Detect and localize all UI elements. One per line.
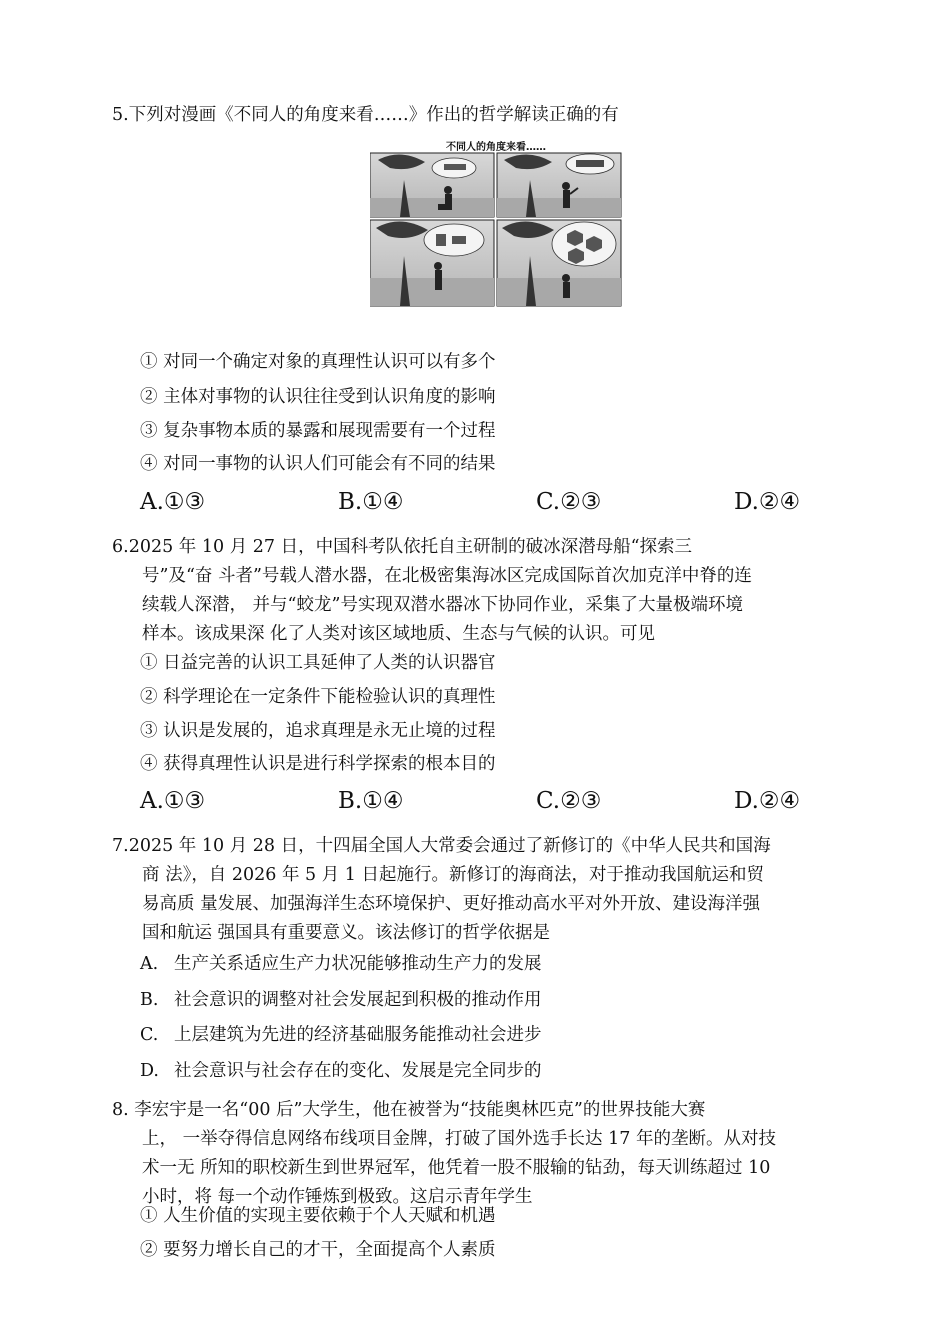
q8-statement-1: ① 人生价值的实现主要依赖于个人天赋和机遇: [140, 1206, 496, 1226]
comic-panel-3: [370, 220, 494, 306]
comic-panel-1: [370, 153, 494, 217]
q5-answer-row: [140, 489, 830, 523]
comic-illustration: [370, 138, 622, 310]
q7-stem-line-3: 易高质 量发展、加强海洋生态环境保护、更好推动高水平对外开放、建设海洋强: [142, 894, 761, 914]
q5-answer-d[interactable]: D.②④: [734, 489, 801, 515]
comic-title: 不同人的角度来看……: [446, 142, 546, 153]
q5-statement-2: ② 主体对事物的认识往往受到认识角度的影响: [140, 387, 496, 407]
q7-option-d-letter: D.: [140, 1061, 159, 1081]
q6-stem: [112, 533, 852, 649]
q7-option-c-letter: C.: [140, 1025, 159, 1045]
q5-answer-b[interactable]: B.①④: [338, 489, 404, 515]
q6-stem-line-3: 续载人深潜， 并与“蛟龙”号实现双潜水器冰下协同作业，采集了大量极端环境: [142, 595, 743, 615]
q6-statement-4: ④ 获得真理性认识是进行科学探索的根本目的: [140, 754, 496, 774]
q7-option-a[interactable]: [140, 952, 542, 976]
q5-answer-a[interactable]: A.①③: [140, 489, 206, 515]
q6-statement-2: ② 科学理论在一定条件下能检验认识的真理性: [140, 687, 496, 707]
q7-stem-line-1: 7.2025 年 10 月 28 日，十四届全国人大常委会通过了新修订的《中华人民共和国海: [112, 836, 771, 856]
q7-option-a-text: 生产关系适应生产力状况能够推动生产力的发展: [174, 954, 542, 974]
q6-answer-b[interactable]: B.①④: [338, 788, 404, 814]
q6-answer-c[interactable]: C.②③: [536, 788, 602, 814]
q7-option-d[interactable]: [140, 1059, 542, 1083]
q8-stem: [112, 1096, 852, 1212]
q7-stem: [112, 832, 852, 948]
q8-stem-line-2: 上， 一举夺得信息网络布线项目金牌，打破了国外选手长达 17 年的垄断。从对技: [142, 1129, 776, 1149]
q6-answer-row: [140, 788, 830, 822]
q6-stem-line-1: 6.2025 年 10 月 27 日，中国科考队依托自主研制的破冰深潜母船“探索三: [112, 537, 693, 557]
q8-stem-line-4: 小时，将 每一个动作锤炼到极致。这启示青年学生: [142, 1187, 533, 1207]
comic-panel-4: [497, 220, 621, 306]
q5-answer-c[interactable]: C.②③: [536, 489, 602, 515]
q5-statement-1: ① 对同一个确定对象的真理性认识可以有多个: [140, 352, 496, 372]
q5-stem: [112, 101, 852, 130]
q7-option-c-text: 上层建筑为先进的经济基础服务能推动社会进步: [174, 1025, 542, 1045]
q8-statement-2: ② 要努力增长自己的才干，全面提高个人素质: [140, 1240, 496, 1260]
q6-statement-1: ① 日益完善的认识工具延伸了人类的认识器官: [140, 653, 496, 673]
q6-answer-d[interactable]: D.②④: [734, 788, 801, 814]
q7-option-b-letter: B.: [140, 990, 159, 1010]
q6-stem-line-2: 号”及“奋 斗者”号载人潜水器，在北极密集海冰区完成国际首次加克洋中脊的连: [142, 566, 752, 586]
q7-option-a-letter: A.: [140, 954, 159, 974]
q6-statement-3: ③ 认识是发展的，追求真理是永无止境的过程: [140, 721, 496, 741]
comic-panel-2: [497, 153, 621, 217]
q7-option-d-text: 社会意识与社会存在的变化、发展是完全同步的: [174, 1061, 542, 1081]
q7-option-b-text: 社会意识的调整对社会发展起到积极的推动作用: [174, 990, 542, 1010]
q7-option-b[interactable]: [140, 988, 542, 1012]
q5-statement-3: ③ 复杂事物本质的暴露和展现需要有一个过程: [140, 421, 496, 441]
q5-stem-text: 5.下列对漫画《不同人的角度来看……》作出的哲学解读正确的有: [112, 105, 619, 125]
q8-stem-line-3: 术一无 所知的职校新生到世界冠军，他凭着一股不服输的钻劲，每天训练超过 10: [142, 1158, 771, 1178]
q6-stem-line-4: 样本。该成果深 化了人类对该区域地质、生态与气候的认识。可见: [142, 624, 656, 644]
q7-stem-line-4: 国和航运 强国具有重要意义。该法修订的哲学依据是: [142, 923, 551, 943]
q8-stem-line-1: 8. 李宏宇是一名“00 后”大学生，他在被誉为“技能奥林匹克”的世界技能大赛: [112, 1100, 706, 1120]
q7-stem-line-2: 商 法》，自 2026 年 5 月 1 日起施行。新修订的海商法，对于推动我国航运和贸: [142, 865, 764, 885]
q5-statement-4: ④ 对同一事物的认识人们可能会有不同的结果: [140, 454, 496, 474]
comic-figure: [370, 138, 622, 310]
q7-option-c[interactable]: [140, 1023, 542, 1047]
q6-answer-a[interactable]: A.①③: [140, 788, 206, 814]
